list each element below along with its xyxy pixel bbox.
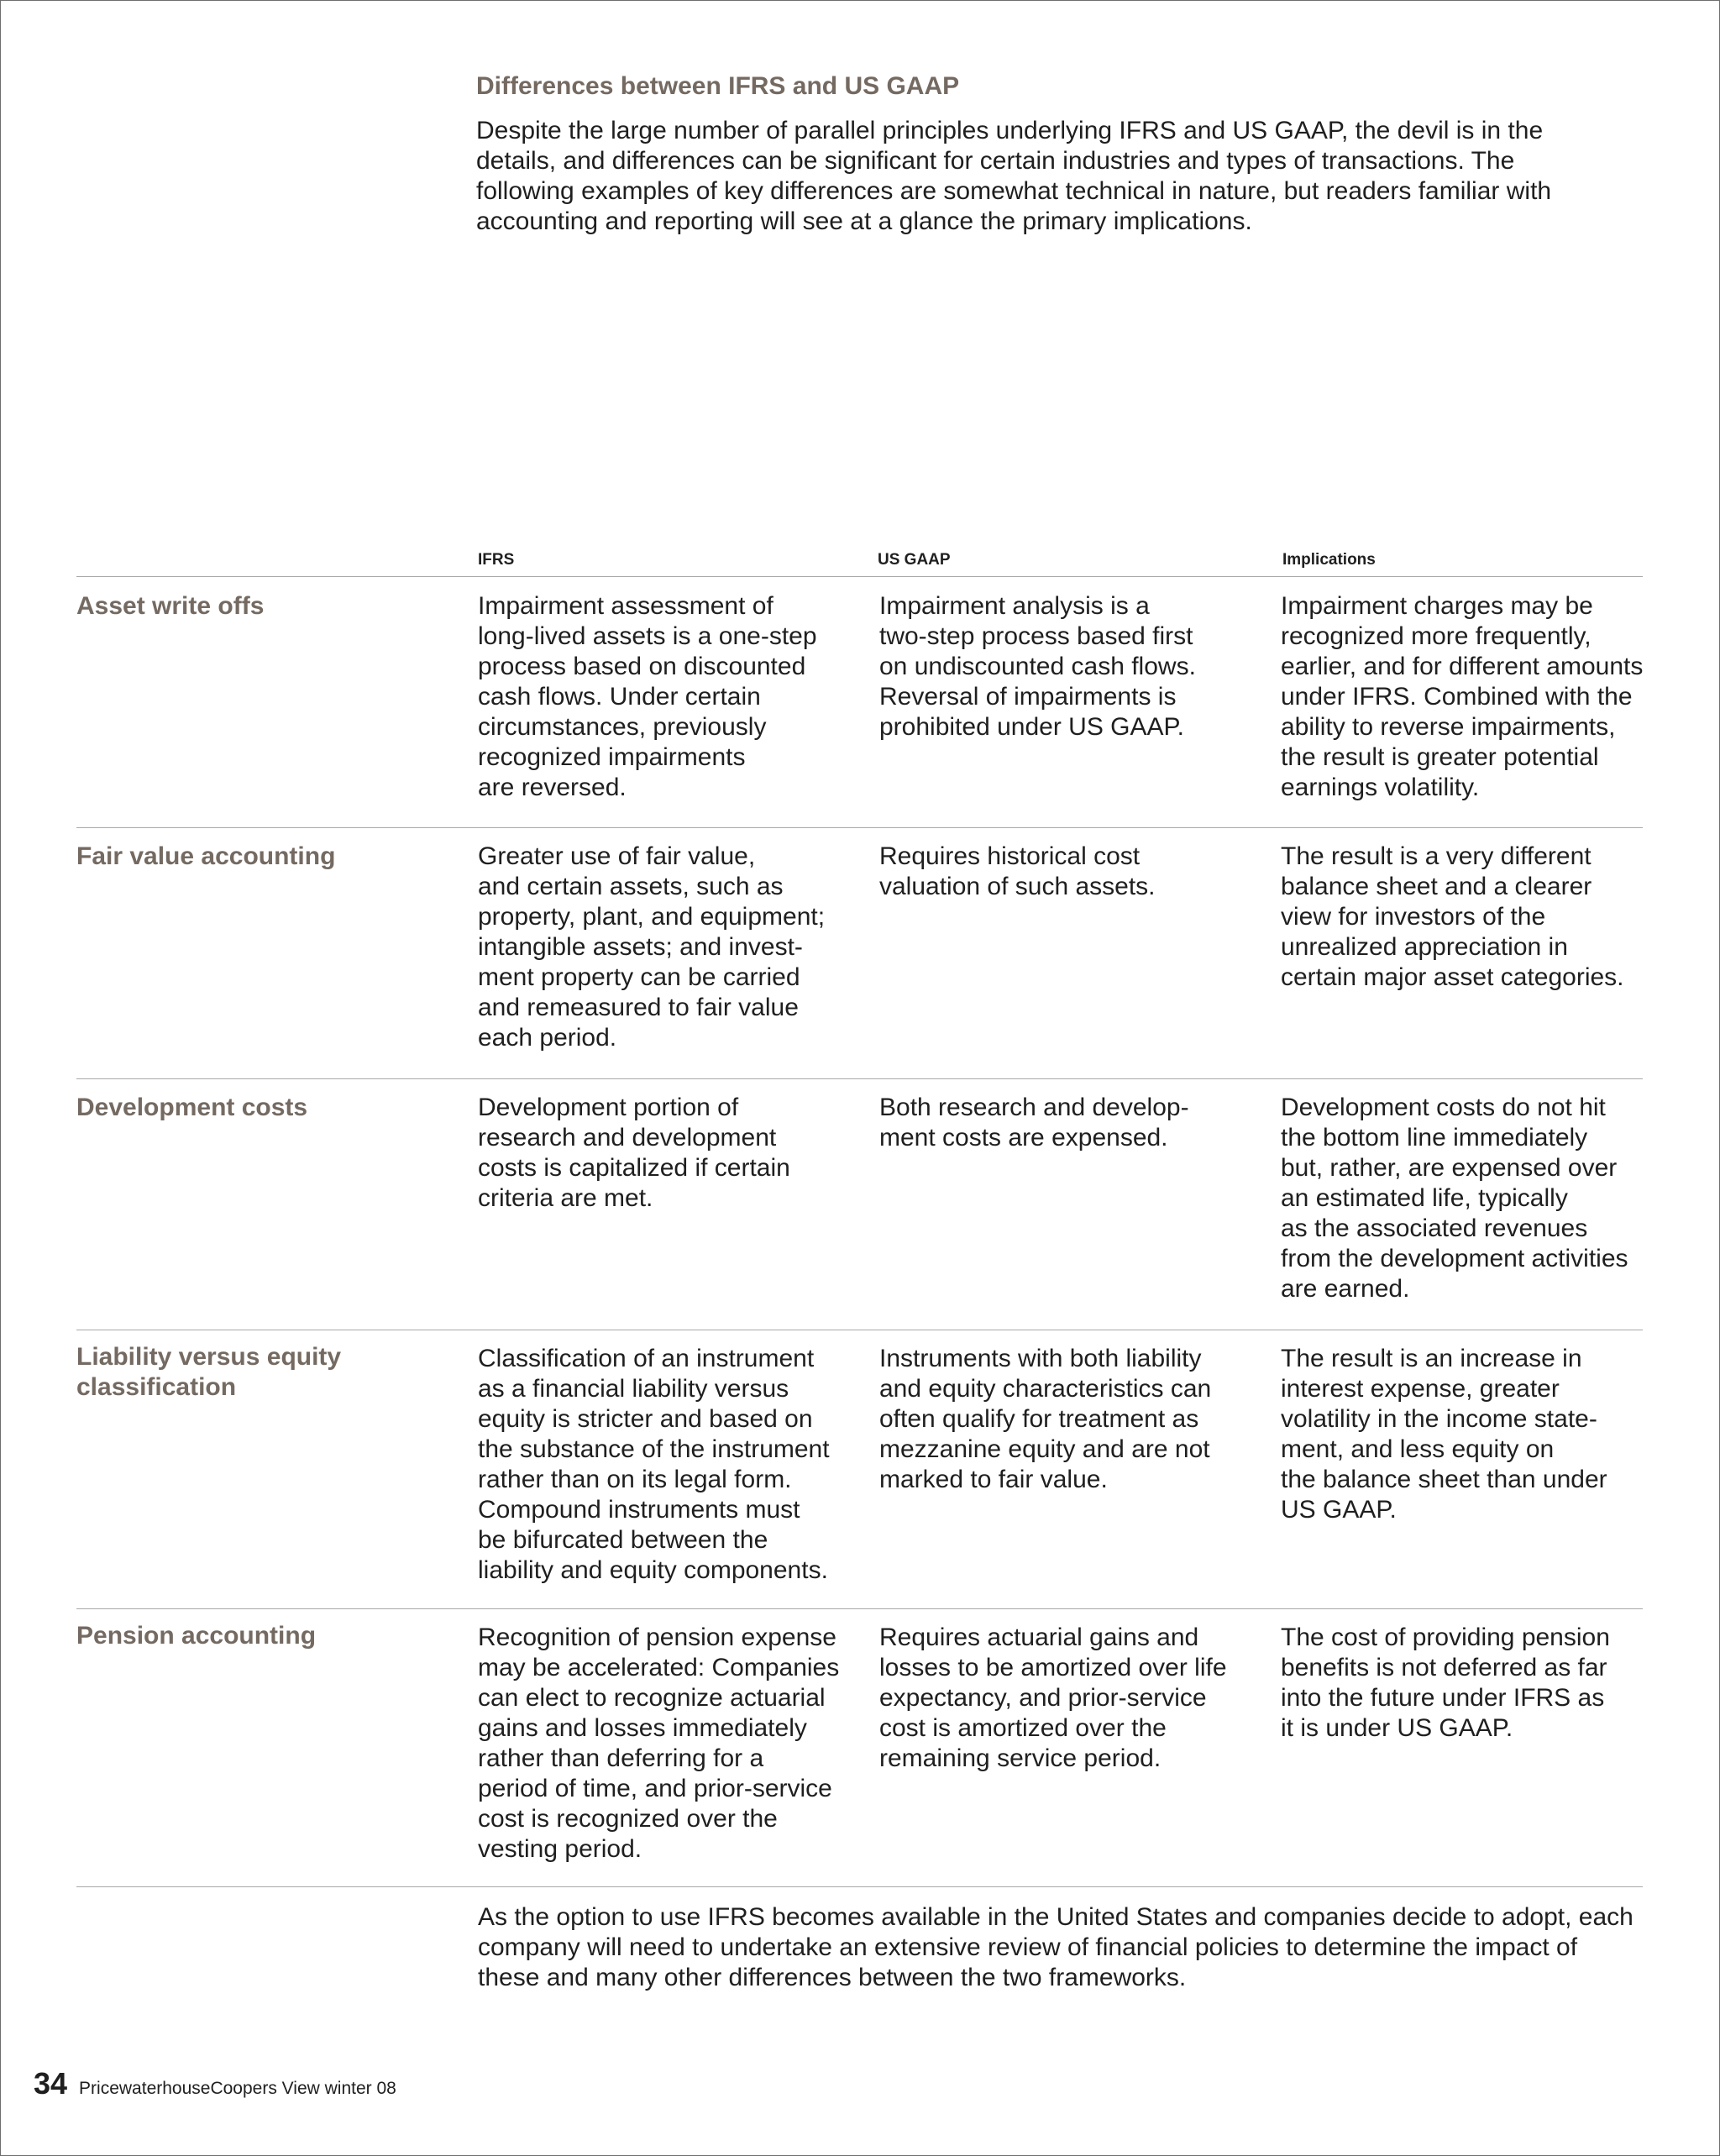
intro-section bbox=[476, 72, 1602, 237]
row-label: Pension accounting bbox=[76, 1622, 317, 1650]
implications-cell: Development costs do not hit the bottom line immediately but, rather, are expensed over an estimated life, typically as the associated revenues from the development activities are earned. bbox=[1281, 1094, 1628, 1303]
row-label: Development costs bbox=[76, 1094, 308, 1121]
column-header-implications: Implications bbox=[1282, 551, 1376, 569]
section-heading: Differences between IFRS and US GAAP bbox=[476, 72, 960, 100]
page-footer bbox=[34, 2066, 396, 2101]
header-divider bbox=[76, 576, 1643, 577]
ifrs-cell: Impairment assessment of long-lived assets is a one-step process based on discounted cash flows. Under certain circumstances, previously recognized impairments are reversed. bbox=[478, 592, 817, 801]
row-divider bbox=[76, 827, 1643, 828]
ifrs-cell: Development portion of research and development costs is capitalized if certain criteria are met. bbox=[478, 1094, 790, 1212]
row-divider bbox=[76, 1608, 1643, 1609]
implications-cell: The result is an increase in interest expense, greater volatility in the income state- ment, and less equity on the balance sheet than under US GAAP. bbox=[1281, 1345, 1607, 1524]
row-divider bbox=[76, 1078, 1643, 1079]
us-gaap-cell: Both research and develop- ment costs are expensed. bbox=[879, 1094, 1189, 1151]
us-gaap-cell: Instruments with both liability and equity characteristics can often qualify for treatment as mezzanine equity and are not marked to fair value. bbox=[879, 1345, 1212, 1493]
ifrs-cell: Greater use of fair value, and certain assets, such as property, plant, and equipment; intangible assets; and invest- ment property can be carried and remeasured to fair value each period. bbox=[478, 842, 826, 1052]
row-divider bbox=[76, 1886, 1643, 1887]
implications-cell: The result is a very different balance sheet and a clearer view for investors of the unrealized appreciation in certain major asset categories. bbox=[1281, 842, 1624, 991]
ifrs-cell: Recognition of pension expense may be accelerated: Companies can elect to recognize actuarial gains and losses immediately rather than deferring for a period of time, and prior-service cost is recognized over the vesting period. bbox=[478, 1624, 840, 1863]
implications-cell: Impairment charges may be recognized more frequently, earlier, and for different amounts under IFRS. Combined with the ability to reverse impairments, the result is greater potential earnings volatility. bbox=[1281, 592, 1644, 801]
implications-cell: The cost of providing pension benefits is not deferred as far into the future under IFRS as it is under US GAAP. bbox=[1281, 1624, 1610, 1742]
row-label: Liability versus equity classification bbox=[76, 1343, 342, 1401]
row-label: Asset write offs bbox=[76, 592, 265, 620]
publication-name: PricewaterhouseCoopers View winter 08 bbox=[79, 2079, 396, 2098]
intro-paragraph: Despite the large number of parallel principles underlying IFRS and US GAAP, the devil is in the details, and differences can be significant for certain industries and types of transactions. The following examples of key differences are somewhat technical in nature, but readers familiar with accounting and reporting will see at a glance the primary implications. bbox=[476, 117, 1552, 235]
us-gaap-cell: Requires historical cost valuation of such assets. bbox=[879, 842, 1156, 900]
us-gaap-cell: Impairment analysis is a two-step process based first on undiscounted cash flows. Reversal of impairments is prohibited under US GAAP. bbox=[879, 592, 1196, 741]
ifrs-cell: Classification of an instrument as a financial liability versus equity is stricter and based on the substance of the instrument rather than on its legal form. Compound instruments must be bifurcated between the liability and equity components. bbox=[478, 1345, 830, 1584]
us-gaap-cell: Requires actuarial gains and losses to be amortized over life expectancy, and prior-service cost is amortized over the remaining service period. bbox=[879, 1624, 1227, 1772]
closing-paragraph: As the option to use IFRS becomes available in the United States and companies decide to adopt, each company will need to undertake an extensive review of financial policies to determine the impact of these and many other differences between the two frameworks. bbox=[478, 1903, 1633, 1991]
column-header-us-gaap: US GAAP bbox=[878, 551, 951, 569]
column-header-ifrs: IFRS bbox=[478, 551, 515, 569]
row-label: Fair value accounting bbox=[76, 842, 336, 870]
page-number: 34 bbox=[34, 2066, 68, 2101]
